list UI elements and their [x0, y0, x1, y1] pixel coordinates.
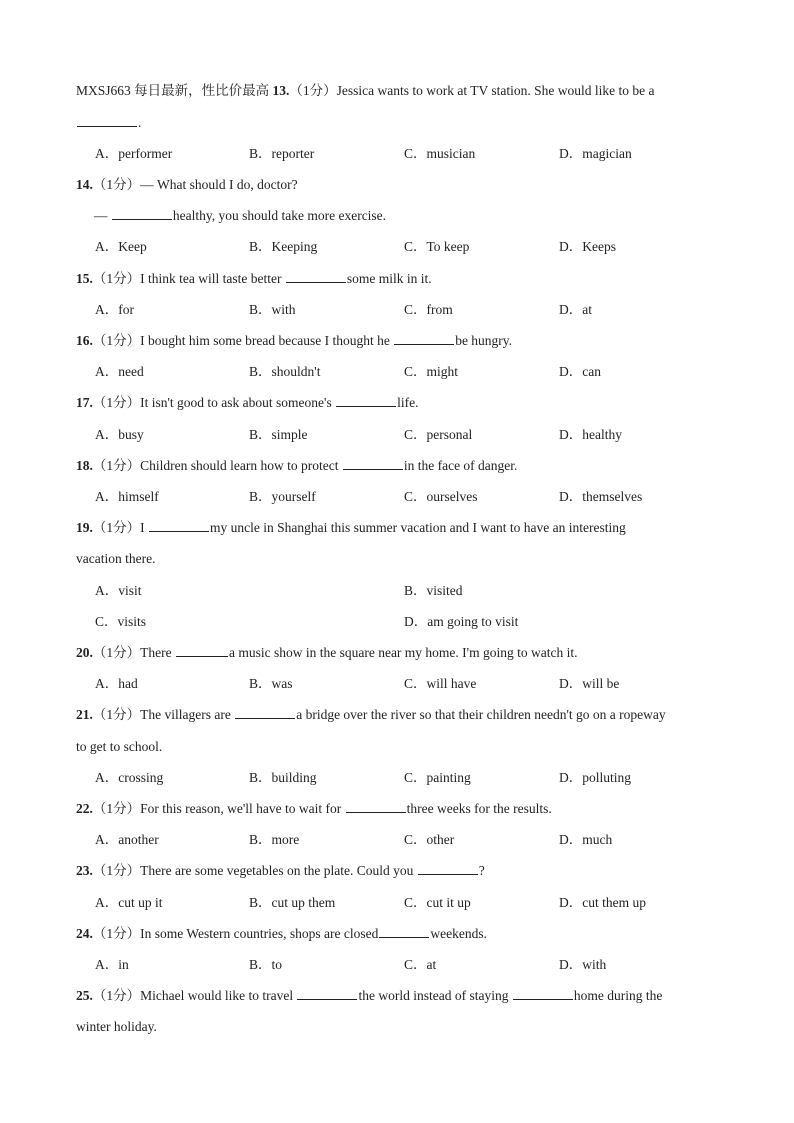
- score-tag: （1分）: [92, 988, 141, 1003]
- option-a: A．crossing: [95, 770, 164, 785]
- question-number: 18.: [76, 458, 93, 473]
- option-b: B．with: [249, 302, 296, 317]
- question-stem-end: my uncle in Shanghai this summer vacation and I want to have an interesting: [210, 520, 626, 535]
- option-b: B．cut up them: [249, 895, 336, 910]
- question-stem-cont: vacation there.: [76, 551, 156, 566]
- question-stem: Children should learn how to protect: [140, 458, 339, 473]
- question-stem: The villagers are: [140, 707, 231, 722]
- answer-blank: [235, 706, 295, 719]
- question-number: 17.: [76, 395, 93, 410]
- option-b: B．building: [249, 770, 317, 785]
- question-21-cont: [76, 738, 734, 756]
- option-b: B．was: [249, 676, 293, 691]
- option-b: B．Keeping: [249, 239, 318, 254]
- answer-blank: [286, 270, 346, 283]
- option-c: C．ourselves: [404, 489, 478, 504]
- question-19-cont: [76, 550, 734, 568]
- option-d: D．can: [559, 364, 601, 379]
- question-stem-end: a music show in the square near my home. I'm going to watch it.: [228, 645, 578, 660]
- question-number: 15.: [76, 271, 93, 286]
- answer-blank: [297, 987, 357, 1000]
- question-17: [76, 394, 734, 412]
- score-tag: （1分）: [92, 645, 141, 660]
- score-tag: （1分）: [92, 271, 141, 286]
- question-stem: I think tea will taste better: [140, 271, 282, 286]
- option-d: D．Keeps: [559, 239, 616, 254]
- option-c: C．To keep: [404, 239, 470, 254]
- question-stem-end: be hungry.: [455, 333, 513, 348]
- option-c: C．musician: [404, 146, 476, 161]
- option-d: D．polluting: [559, 770, 632, 785]
- answer-blank: [343, 457, 403, 470]
- question-stem-end: home during the: [573, 988, 663, 1003]
- question-22: [76, 800, 734, 818]
- question-16: [76, 332, 734, 350]
- answer-blank: [336, 394, 396, 407]
- question-stem: — What should I do, doctor?: [140, 177, 298, 192]
- answer-blank: [346, 800, 406, 813]
- option-c: C．from: [404, 302, 453, 317]
- question-number: 13.: [272, 83, 290, 98]
- score-tag: （1分）: [92, 707, 141, 722]
- question-stem: For this reason, we'll have to wait for: [140, 801, 342, 816]
- option-a: A．need: [95, 364, 144, 379]
- answer-blank: [112, 207, 172, 220]
- option-c: C．might: [404, 364, 459, 379]
- score-tag: （1分）: [92, 458, 141, 473]
- question-number: 22.: [76, 801, 93, 816]
- option-b: B．reporter: [249, 146, 315, 161]
- question-number: 21.: [76, 707, 93, 722]
- option-c: C．will have: [404, 676, 477, 691]
- question-stem: It isn't good to ask about someone's: [140, 395, 332, 410]
- question-stem: I: [140, 520, 145, 535]
- option-d: D．themselves: [559, 489, 643, 504]
- question-stem-end: ?: [478, 863, 485, 878]
- option-a: A．performer: [95, 146, 173, 161]
- option-b: B．more: [249, 832, 300, 847]
- option-a: A．another: [95, 832, 159, 847]
- question-stem-end: some milk in it.: [346, 271, 432, 286]
- option-a: A．for: [95, 302, 134, 317]
- question-stem-end: in the face of danger.: [403, 458, 518, 473]
- question-14: [76, 176, 734, 194]
- option-d: D．am going to visit: [404, 614, 519, 629]
- answer-blank: [149, 519, 209, 532]
- option-d: D．cut them up: [559, 895, 646, 910]
- score-tag: （1分）: [92, 395, 141, 410]
- option-a: A．visit: [95, 583, 142, 598]
- question-stem-cont: winter holiday.: [76, 1019, 157, 1034]
- question-20: [76, 644, 734, 662]
- score-tag: （1分）: [92, 333, 141, 348]
- option-c: C．personal: [404, 427, 473, 442]
- question-25-cont: [76, 1018, 734, 1036]
- answer-blank: [77, 114, 137, 127]
- question-24: [76, 925, 734, 943]
- score-tag: （1分）: [92, 863, 141, 878]
- header-prefix: MXSJ663 每日最新，性比价最高: [76, 83, 270, 98]
- question-21: [76, 706, 734, 724]
- question-stem-mid: the world instead of staying: [358, 988, 509, 1003]
- option-b: B．to: [249, 957, 283, 972]
- option-a: A．Keep: [95, 239, 147, 254]
- option-d: D．much: [559, 832, 613, 847]
- option-d: D．at: [559, 302, 592, 317]
- question-14-reply: [94, 207, 734, 225]
- question-15: [76, 270, 734, 288]
- question-number: 14.: [76, 177, 93, 192]
- question-stem-end: weekends.: [430, 926, 487, 941]
- question-25: [76, 987, 734, 1005]
- answer-blank: [394, 332, 454, 345]
- question-stem-cont: to get to school.: [76, 739, 163, 754]
- option-a: A．had: [95, 676, 138, 691]
- answer-blank: [379, 925, 429, 938]
- option-c: C．visits: [95, 614, 147, 629]
- option-a: A．in: [95, 957, 129, 972]
- question-23: [76, 862, 734, 880]
- option-c: C．cut it up: [404, 895, 471, 910]
- answer-blank: [176, 644, 228, 657]
- score-tag: （1分）: [289, 83, 337, 98]
- option-a: A．himself: [95, 489, 159, 504]
- answer-blank: [418, 862, 478, 875]
- dash: —: [94, 208, 108, 223]
- question-stem: Jessica wants to work at TV station. She would like to be a: [336, 83, 655, 98]
- question-stem-end: healthy, you should take more exercise.: [172, 208, 387, 223]
- option-d: D．with: [559, 957, 607, 972]
- question-number: 24.: [76, 926, 93, 941]
- question-stem-end: life.: [397, 395, 419, 410]
- question-stem: In some Western countries, shops are closed: [140, 926, 379, 941]
- option-b: B．simple: [249, 427, 308, 442]
- option-d: D．magician: [559, 146, 632, 161]
- score-tag: （1分）: [92, 801, 141, 816]
- answer-blank: [513, 987, 573, 1000]
- option-d: D．healthy: [559, 427, 622, 442]
- option-b: B．visited: [404, 583, 463, 598]
- question-stem-end: .: [138, 115, 142, 130]
- score-tag: （1分）: [92, 177, 141, 192]
- question-stem: There: [140, 645, 172, 660]
- question-stem: Michael would like to travel: [140, 988, 294, 1003]
- option-b: B．yourself: [249, 489, 316, 504]
- question-number: 25.: [76, 988, 93, 1003]
- option-c: C．at: [404, 957, 437, 972]
- question-stem-end: a bridge over the river so that their children needn't go on a ropeway: [296, 707, 666, 722]
- option-a: A．cut up it: [95, 895, 163, 910]
- question-number: 19.: [76, 520, 93, 535]
- question-19: [76, 519, 734, 537]
- question-number: 20.: [76, 645, 93, 660]
- question-stem: I bought him some bread because I thought he: [140, 333, 390, 348]
- question-stem: There are some vegetables on the plate. Could you: [140, 863, 414, 878]
- option-b: B．shouldn't: [249, 364, 321, 379]
- question-13-cont: [76, 114, 734, 132]
- question-18: [76, 457, 734, 475]
- option-a: A．busy: [95, 427, 144, 442]
- option-c: C．other: [404, 832, 455, 847]
- option-c: C．painting: [404, 770, 471, 785]
- question-number: 16.: [76, 333, 93, 348]
- option-d: D．will be: [559, 676, 620, 691]
- score-tag: （1分）: [92, 926, 141, 941]
- score-tag: （1分）: [92, 520, 141, 535]
- question-stem-end: three weeks for the results.: [406, 801, 552, 816]
- question-number: 23.: [76, 863, 93, 878]
- question-13: [76, 82, 734, 100]
